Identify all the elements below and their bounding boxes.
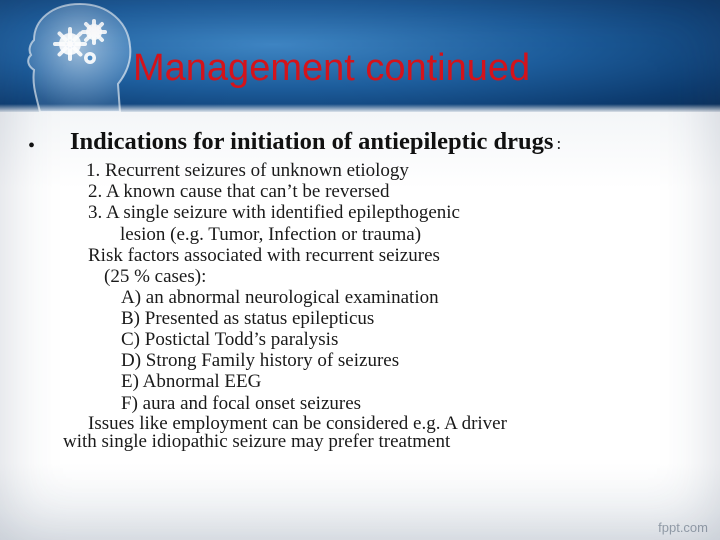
indication-2: 2. A known cause that can’t be reversed	[88, 181, 390, 202]
risk-factor-a: A) an abnormal neurological examination	[121, 287, 439, 308]
bullet-heading-colon: :	[556, 134, 562, 153]
risk-factors-percent: (25 % cases):	[104, 266, 207, 287]
indication-3-continued: lesion (e.g. Tumor, Infection or trauma)	[120, 224, 422, 245]
risk-factor-b: B) Presented as status epilepticus	[121, 308, 375, 329]
indication-1: 1. Recurrent seizures of unknown etiology	[86, 160, 409, 181]
risk-factor-e: E) Abnormal EEG	[121, 371, 262, 392]
risk-factor-c: C) Postictal Todd’s paralysis	[121, 329, 339, 350]
risk-factors-heading: Risk factors associated with recurrent seizures	[88, 245, 440, 266]
risk-factor-d: D) Strong Family history of seizures	[121, 350, 400, 371]
issues-note-continued: with single idiopathic seizure may prefer treatment	[63, 431, 451, 452]
indication-3: 3. A single seizure with identified epilepthogenic	[88, 202, 460, 223]
bullet-heading	[70, 127, 561, 159]
risk-factor-f: F) aura and focal onset seizures	[121, 393, 362, 414]
slide-title: Management continued	[133, 47, 531, 89]
issues-note: Issues like employment can be considered e.g. A driver	[88, 413, 507, 434]
watermark: fppt.com	[658, 520, 708, 535]
bullet-dot-icon: •	[28, 135, 36, 157]
bullet-heading-text: Indications for initiation of antiepileptic drugs	[70, 128, 554, 155]
